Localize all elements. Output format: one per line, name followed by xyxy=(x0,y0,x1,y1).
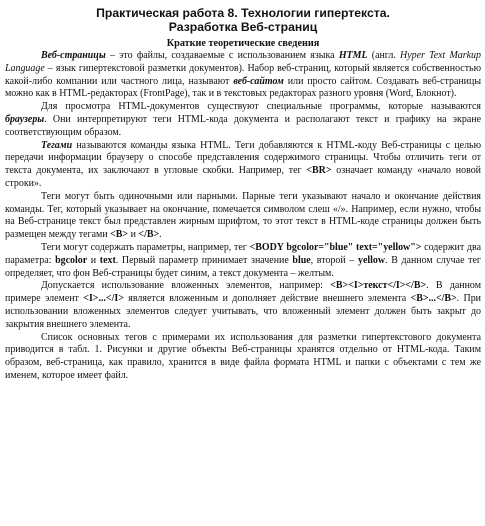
section-heading: Краткие теоретические сведения xyxy=(166,38,320,49)
text-run: . Они интерпретируют теги HTML-кода документа и располагают текст и графику на экране соответствующим образом. xyxy=(5,113,481,138)
paragraph xyxy=(5,101,481,139)
text-run: , второй – xyxy=(310,254,358,266)
page-title: Практическая работа 8. Технологии гипертекста. xyxy=(96,6,390,20)
text-run: Hyper Text Markup Language xyxy=(5,50,481,74)
text-run: . В данном случае тег определяет, что фон Веб-страницы будет синим, а текст документа – желтым. xyxy=(5,254,481,279)
text-run: text xyxy=(99,254,116,266)
text-run: . В данном примере элемент xyxy=(5,280,481,305)
paragraph xyxy=(5,191,481,242)
text-run: Список основных тегов с примерами их использования для разметки гипертекстового документа приводится в табл. 1. Рисунки и другие объекты Веб-страницы хранятся отдельно от HTML-кода. Таким образом, веб-страница, как правило, хранится в виде файла формата HTML и папки с объектами с тем же именем, которое имеет файл. xyxy=(5,331,481,381)
text-run: Теги могут быть одиночными или парными. Парные теги указывают начало и окончание действия команды. Тег, который указывает на окончание, помечается символом слеш «/». Например, если нужно, чтобы на Веб-странице текст был представлен жирным шрифтом, то этот текст в HTML-коде страницы должен быть размещен между тегами xyxy=(5,190,481,241)
text-run: <B> xyxy=(110,229,129,241)
text-run: браузеры xyxy=(5,113,45,125)
text-run: bgcolor xyxy=(55,254,88,266)
text-run: – это файлы, создаваемые с использованием языка xyxy=(105,50,339,61)
paragraph xyxy=(5,50,481,101)
text-run: и xyxy=(87,254,100,266)
text-run: Для просмотра HTML-документов существуют специальные программы, которые называются xyxy=(41,101,481,113)
text-run: веб-сайтом xyxy=(233,75,284,87)
text-run: Тегами xyxy=(41,139,73,151)
text-run: Веб-страницы xyxy=(41,50,106,61)
text-run: . При использовании вложенных элементов следует учитывать, что вложенный элемент должен быть закрыт до закрытия внешнего элемента. xyxy=(5,293,481,330)
text-run: (англ. xyxy=(367,50,401,61)
text-run: называются команды языка HTML. Теги добавляются к HTML-коду Веб-страницы с целью передачи информации браузеру о способе представления содержимого страницы. Чтобы отличить теги от текста документа, их заключают в угловые скобки. Например, тег xyxy=(5,139,481,177)
body-text xyxy=(5,50,481,383)
text-run: blue xyxy=(292,254,311,266)
text-run: <I>...</I> xyxy=(83,293,124,305)
text-run: <B><I>текст</I></B> xyxy=(330,280,427,292)
text-run: <B>...</B> xyxy=(410,293,457,305)
text-run: и xyxy=(128,229,139,241)
text-run: или просто сайтом. Создавать веб-страницы можно как в HTML-редакторах (FrontPage), так и в текстовых редакторах разного уровня (Word, Блокнот). xyxy=(5,75,481,100)
text-run: означает команду «начало новой строки». xyxy=(5,165,481,189)
text-run: yellow xyxy=(358,254,386,266)
text-run: <BODY bgcolor="blue" text="yellow"> xyxy=(249,241,422,253)
paragraph xyxy=(5,332,481,383)
text-run: <BR> xyxy=(306,165,332,177)
paragraph xyxy=(5,280,481,331)
text-run: содержит два параметра: xyxy=(5,241,481,266)
text-run: . xyxy=(159,229,162,241)
text-run: </B> xyxy=(138,229,160,241)
text-run: . Первый параметр принимает значение xyxy=(115,254,293,266)
text-run: Теги могут содержать параметры, например, тег xyxy=(41,241,250,253)
paragraph xyxy=(5,242,481,280)
page-subtitle: Разработка Веб-страниц xyxy=(168,20,318,34)
paragraph xyxy=(5,140,481,191)
text-run: является вложенным и дополняет действие внешнего элемента xyxy=(123,293,411,305)
text-run: Допускается использование вложенных элементов, например: xyxy=(41,280,331,292)
text-run: – язык гипертекстовой разметки документов). Набор веб-страниц, который является собственностью какой-либо компании или частного лица, называют xyxy=(5,62,481,87)
text-run: HTML xyxy=(338,50,368,61)
